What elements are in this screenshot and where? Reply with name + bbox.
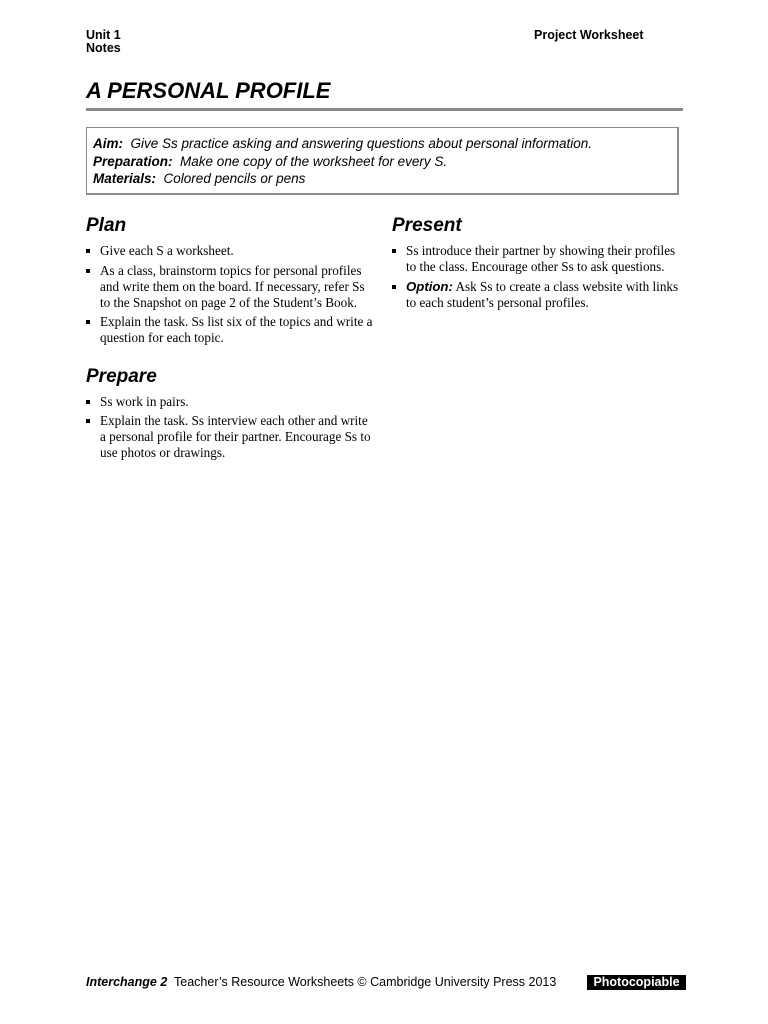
aim-row bbox=[93, 135, 677, 153]
list-item bbox=[86, 394, 376, 410]
photocopiable-badge: Photocopiable bbox=[587, 975, 686, 990]
materials-label: Materials: bbox=[93, 171, 157, 186]
aim-box bbox=[86, 127, 679, 195]
header-unit: Unit 1 bbox=[86, 28, 121, 42]
header-worksheet-type: Project Worksheet bbox=[534, 28, 644, 42]
present-item-text: Ss introduce their partner by showing their profiles to the class. Encourage other Ss to ask questions. bbox=[406, 243, 676, 274]
preparation-text: Make one copy of the worksheet for every S. bbox=[180, 153, 448, 169]
footer-copyright: Teacher’s Resource Worksheets © Cambridge University Press 2013 bbox=[174, 975, 557, 989]
materials-text: Colored pencils or pens bbox=[163, 171, 306, 186]
plan-heading: Plan bbox=[86, 215, 127, 236]
right-column bbox=[392, 214, 684, 314]
bullet-icon bbox=[86, 249, 90, 253]
bullet-icon bbox=[86, 400, 90, 404]
plan-item-text: Give each S a worksheet. bbox=[100, 243, 234, 258]
present-list bbox=[392, 243, 684, 311]
prepare-item-text: Explain the task. Ss interview each other and write a personal profile for their partner. Encourage Ss to use photos or drawings. bbox=[100, 413, 371, 460]
preparation-label: Preparation: bbox=[93, 153, 173, 169]
bullet-icon bbox=[86, 320, 90, 324]
page-footer bbox=[86, 974, 556, 990]
list-item bbox=[392, 243, 684, 275]
list-item bbox=[86, 413, 376, 461]
list-item bbox=[86, 263, 376, 311]
plan-list bbox=[86, 243, 376, 346]
list-item bbox=[86, 314, 376, 346]
preparation-row bbox=[93, 153, 677, 171]
plan-item-text: Explain the task. Ss list six of the topics and write a question for each topic. bbox=[100, 314, 373, 345]
prepare-list bbox=[86, 394, 376, 462]
left-column bbox=[86, 214, 376, 465]
option-text: Ask Ss to create a class website with links to each student’s personal profiles. bbox=[406, 278, 679, 310]
header-unit-block bbox=[86, 29, 121, 55]
list-item bbox=[86, 243, 376, 259]
present-heading: Present bbox=[392, 215, 462, 236]
header-notes: Notes bbox=[86, 41, 121, 55]
option-label: Option: bbox=[406, 278, 453, 294]
aim-label: Aim: bbox=[93, 136, 123, 151]
prepare-item-text: Ss work in pairs. bbox=[100, 393, 189, 409]
bullet-icon bbox=[392, 249, 396, 253]
footer-brand: Interchange 2 bbox=[86, 975, 168, 989]
prepare-heading: Prepare bbox=[86, 365, 157, 387]
list-item bbox=[392, 279, 684, 311]
materials-row bbox=[93, 170, 677, 188]
bullet-icon bbox=[86, 419, 90, 423]
bullet-icon bbox=[86, 269, 90, 273]
plan-item-text: As a class, brainstorm topics for personal profiles and write them on the board. If necessary, refer Ss to the Snapshot on page 2 of the Student’s Book. bbox=[100, 262, 365, 310]
bullet-icon bbox=[392, 285, 396, 289]
page-title: A PERSONAL PROFILE bbox=[86, 78, 331, 103]
title-divider bbox=[86, 108, 683, 111]
aim-text: Give Ss practice asking and answering questions about personal information. bbox=[130, 136, 593, 151]
